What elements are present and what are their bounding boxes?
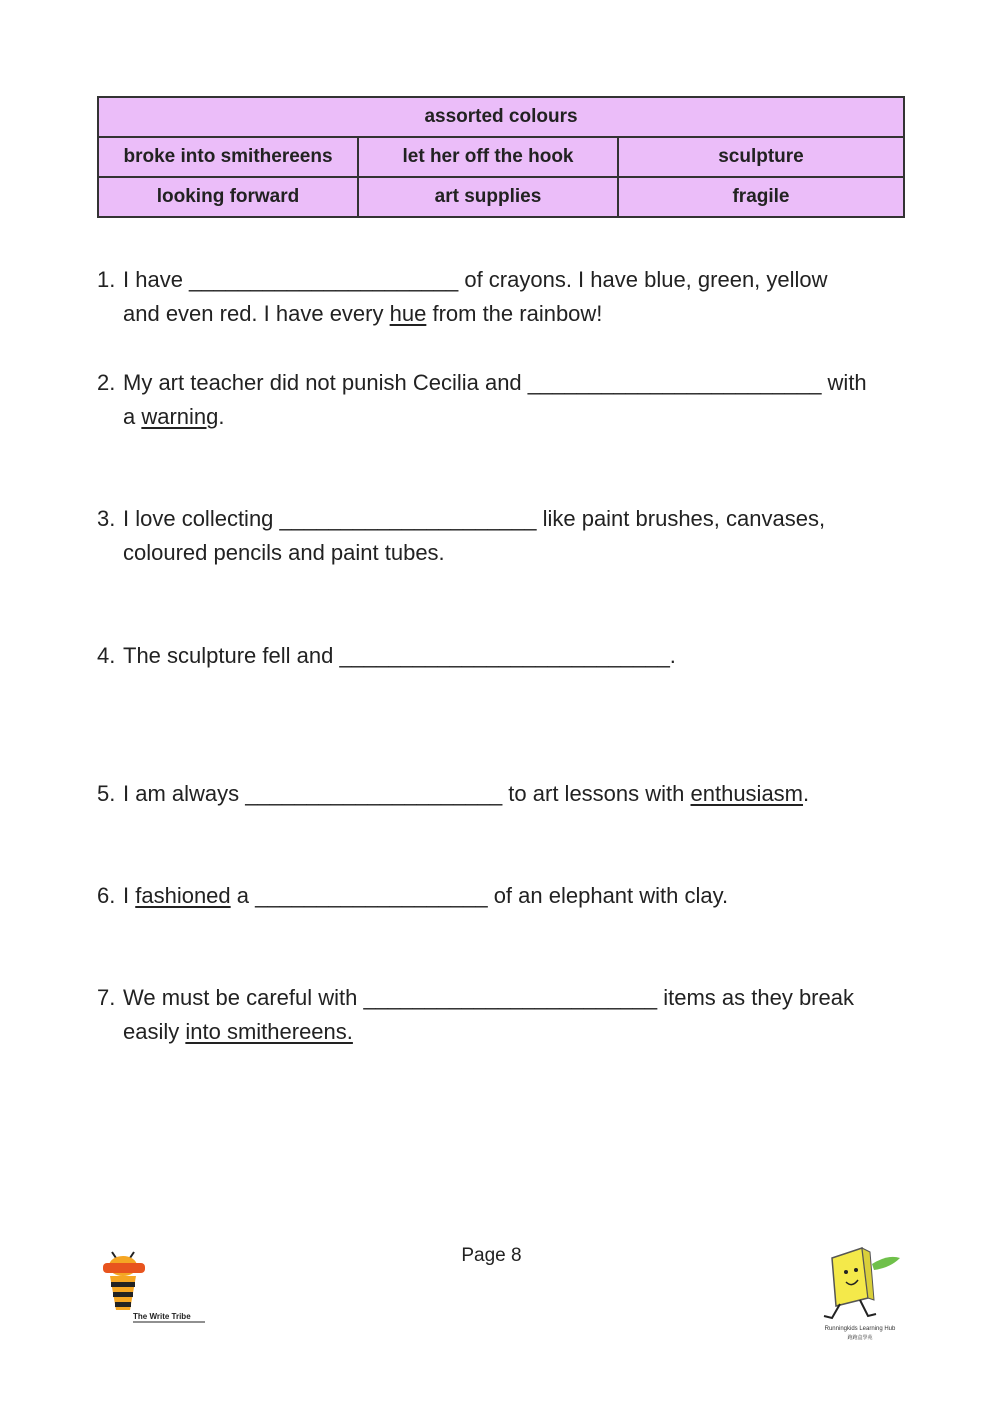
word-bank-cell: fragile <box>618 177 904 217</box>
question-text: and even red. I have every <box>123 301 390 326</box>
underlined-word: warning <box>141 404 219 429</box>
word-bank-header-row <box>98 97 904 137</box>
book-leg <box>860 1300 876 1316</box>
question-number: 5. <box>97 781 116 806</box>
question-2 <box>97 366 917 434</box>
book-eye <box>844 1270 848 1274</box>
question-7 <box>97 981 917 1049</box>
question-text: We must be careful with ________________________ items as they break <box>123 985 854 1010</box>
underlined-word: fashioned <box>135 883 231 908</box>
question-5 <box>97 777 917 811</box>
question-number: 2. <box>97 370 116 395</box>
question-text: I am always _____________________ to art lessons with <box>123 781 691 806</box>
question-1 <box>97 263 917 331</box>
right-logo-subtext: 跑跑盒學苑 <box>847 1335 873 1341</box>
question-continuation <box>97 297 917 331</box>
underlined-word: enthusiasm <box>690 781 804 806</box>
question-text: . <box>218 404 225 429</box>
underlined-word: into smithereens. <box>185 1019 353 1044</box>
book-eye <box>854 1268 858 1272</box>
right-logo-text: Runningkids Learning Hub <box>824 1326 896 1332</box>
bee-goggles <box>103 1263 145 1273</box>
question-text: . <box>803 781 810 806</box>
bee-stripe <box>113 1292 133 1297</box>
question-number: 1. <box>97 267 116 292</box>
word-bank-cell: sculpture <box>618 137 904 177</box>
question-3 <box>97 502 917 570</box>
question-number: 6. <box>97 883 116 908</box>
bee-antenna <box>112 1252 116 1258</box>
question-text: a ___________________ of an elephant with clay. <box>230 883 729 908</box>
word-bank-cell: let her off the hook <box>358 137 618 177</box>
question-number: 4. <box>97 643 116 668</box>
write-tribe-logo <box>100 1250 210 1330</box>
underlined-word: hue <box>389 301 427 326</box>
question-text: The sculpture fell and ___________________________. <box>123 643 676 668</box>
bee-antenna <box>130 1252 134 1258</box>
question-text: My art teacher did not punish Cecilia and ________________________ with <box>123 370 867 395</box>
left-logo-text: The Write Tribe <box>133 1312 191 1321</box>
question-text: I have ______________________ of crayons. I have blue, green, yellow <box>123 267 828 292</box>
question-text: easily <box>123 1019 186 1044</box>
question-number: 7. <box>97 985 116 1010</box>
word-bank-cell: art supplies <box>358 177 618 217</box>
leaf-icon <box>872 1257 900 1270</box>
runningkids-logo <box>812 1244 908 1344</box>
word-bank-cell: broke into smithereens <box>98 137 358 177</box>
word-bank-row <box>98 137 904 177</box>
question-4 <box>97 639 917 673</box>
bee-stripe <box>115 1302 131 1307</box>
question-text: from the rainbow! <box>426 301 603 326</box>
question-number: 3. <box>97 506 116 531</box>
word-bank-cell: looking forward <box>98 177 358 217</box>
question-text: I love collecting _____________________ like paint brushes, canvases, <box>123 506 826 531</box>
word-bank-row <box>98 177 904 217</box>
question-6 <box>97 879 917 913</box>
bee-stripe <box>111 1282 135 1287</box>
question-continuation <box>97 400 917 434</box>
question-continuation: coloured pencils and paint tubes. <box>123 540 445 565</box>
word-bank-header: assorted colours <box>98 97 904 137</box>
question-continuation <box>97 1015 917 1049</box>
page-number: Page 8 <box>461 1245 522 1266</box>
question-text: a <box>123 404 142 429</box>
word-bank-table <box>97 96 905 218</box>
question-text: I <box>123 883 136 908</box>
